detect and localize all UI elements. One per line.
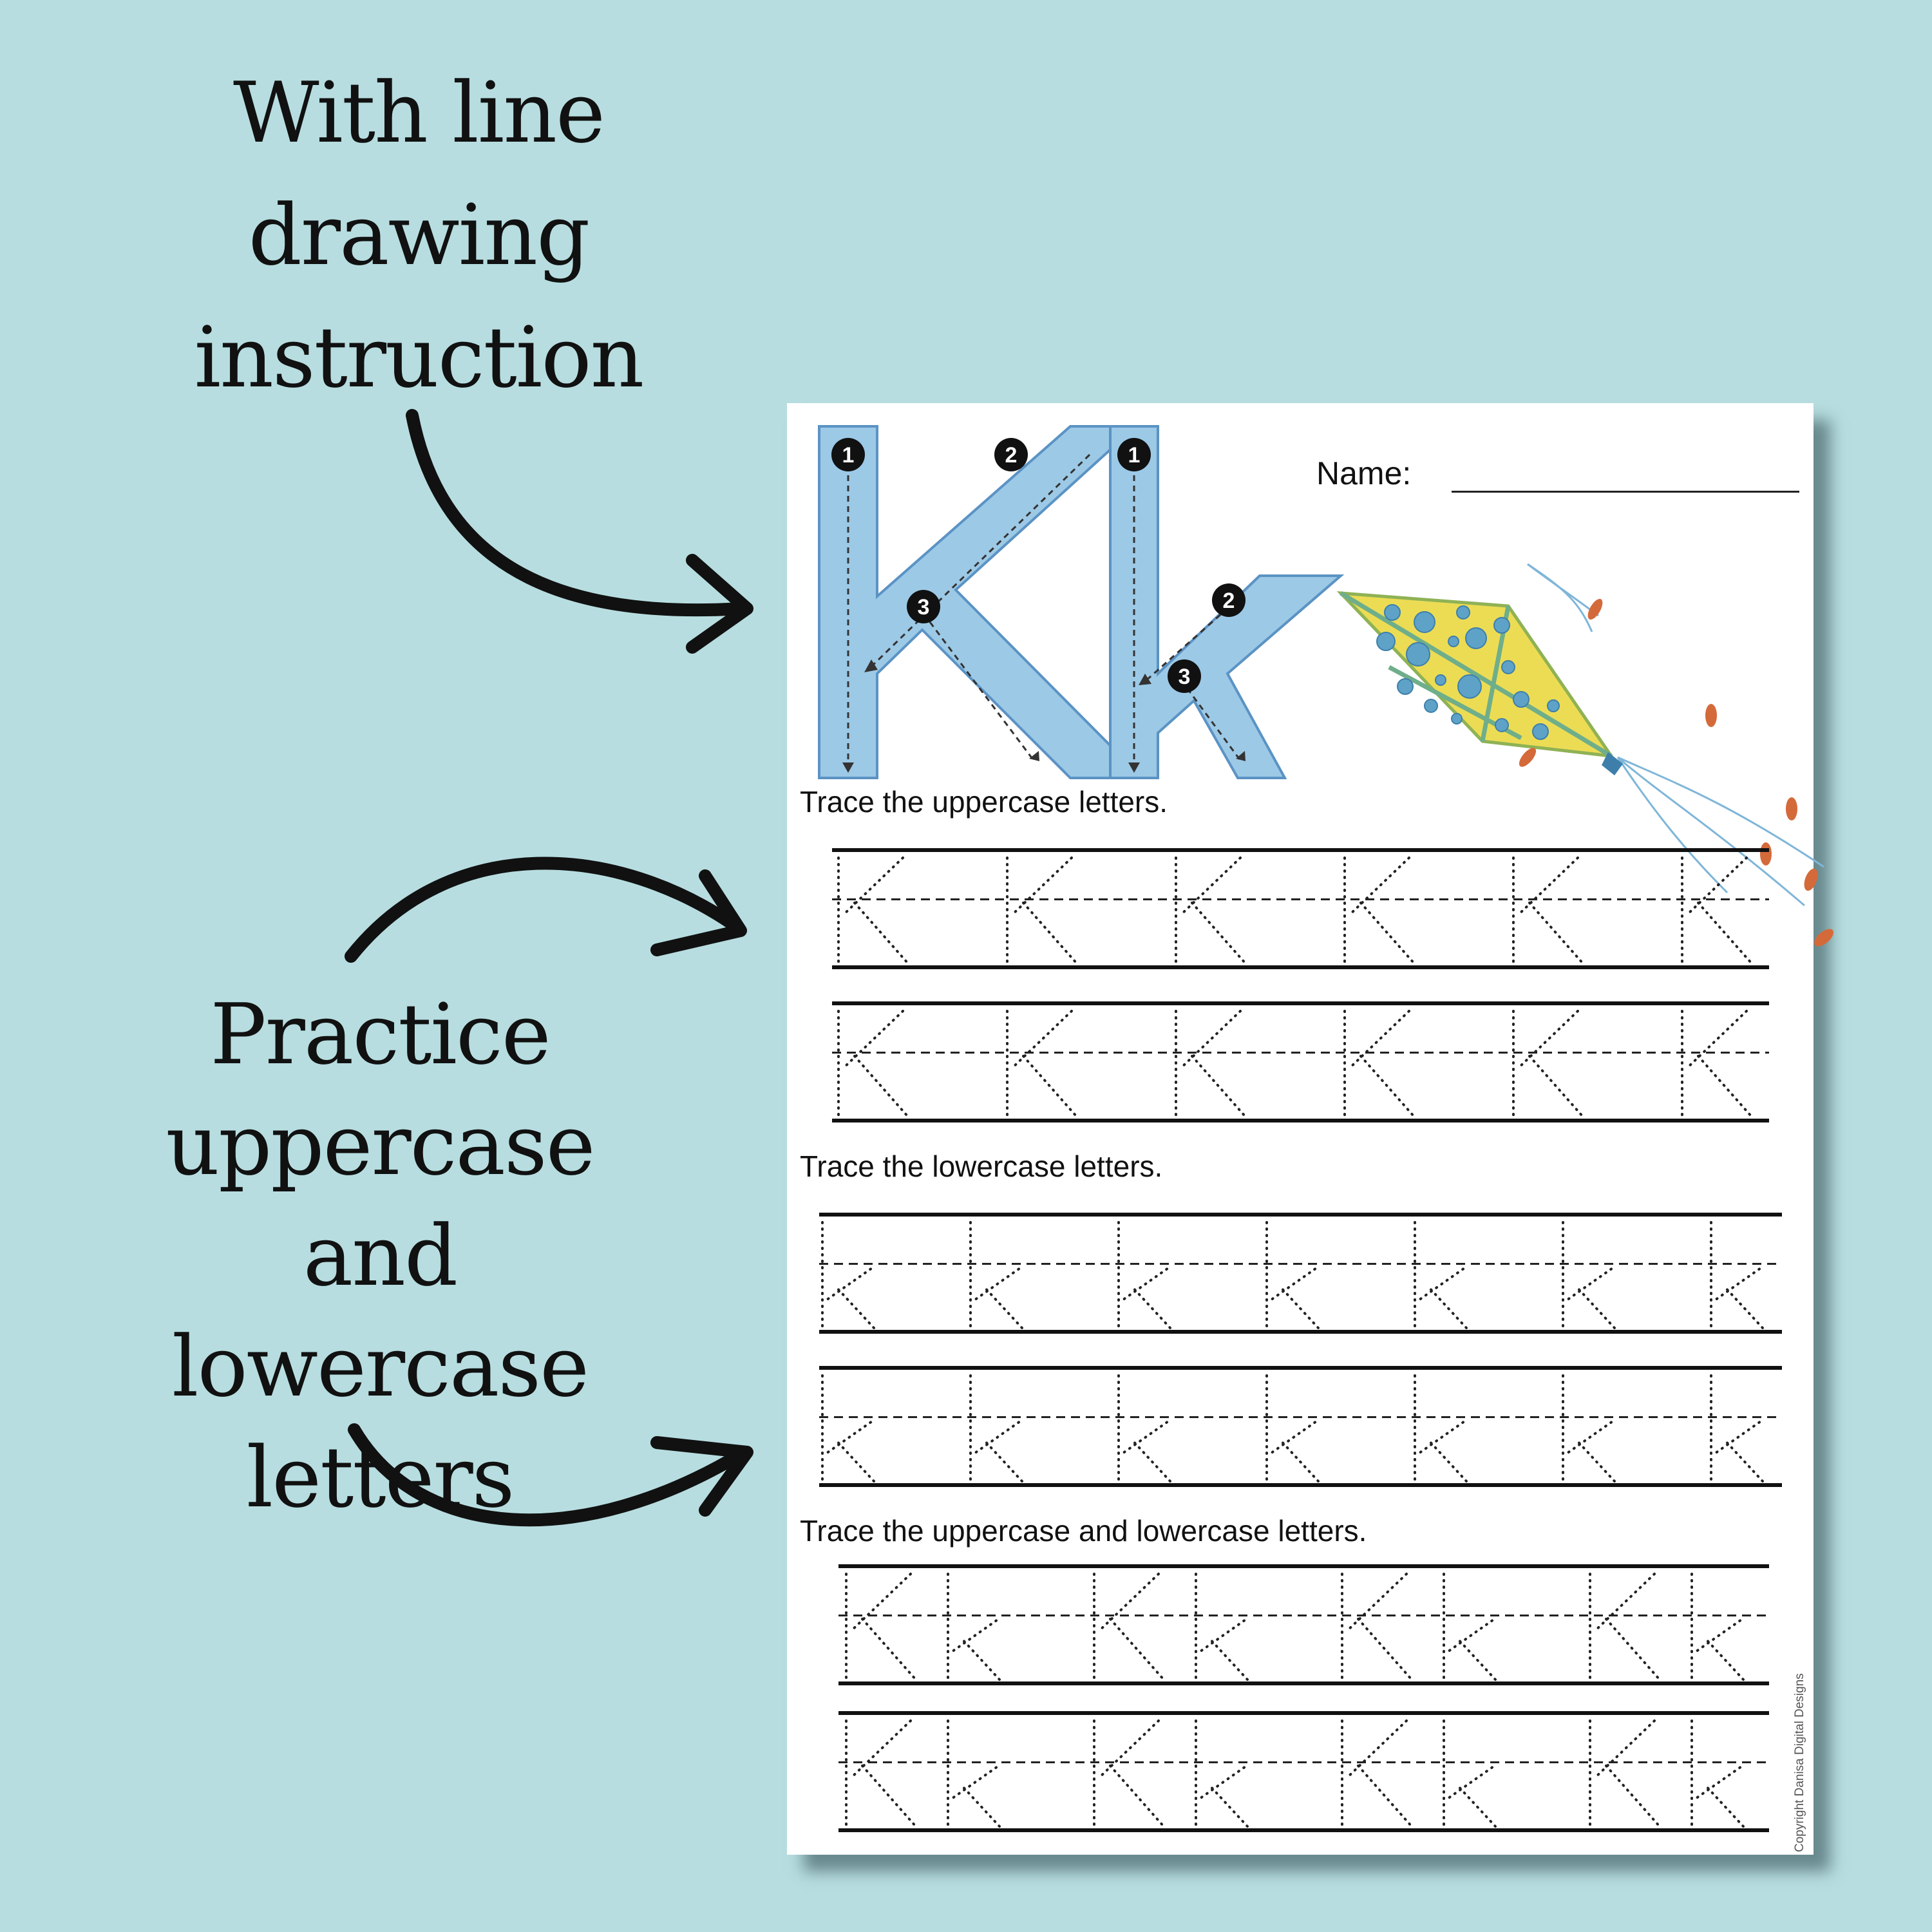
- trace-dot-stroke: [1135, 1289, 1170, 1328]
- trace-dot-stroke: [1716, 1269, 1759, 1299]
- trace-dot-stroke: [1568, 1269, 1611, 1299]
- trace-dot-stroke: [855, 1056, 908, 1117]
- trace-dot-stroke: [1449, 1767, 1492, 1797]
- stroke-number: 3: [1178, 665, 1191, 689]
- trace-dot-stroke: [1361, 1056, 1414, 1117]
- trace-dot-stroke: [1201, 1767, 1244, 1797]
- trace-dot-stroke: [844, 1011, 903, 1068]
- trace-dot-stroke: [1687, 1011, 1747, 1068]
- name-label: Name:: [1316, 455, 1412, 491]
- trace-dot-stroke: [1530, 903, 1583, 963]
- callout-line: drawing: [248, 186, 589, 284]
- trace-dot-stroke: [1708, 1641, 1743, 1680]
- curved-arrow-icon: [351, 863, 741, 956]
- trace-dot-stroke: [844, 858, 903, 914]
- trace-dot-stroke: [1420, 1269, 1463, 1299]
- trace-dot-stroke: [1716, 1422, 1759, 1452]
- trace-dot-stroke: [1530, 1056, 1583, 1117]
- curved-arrow-icon: [412, 415, 747, 647]
- trace-dot-stroke: [1727, 1443, 1763, 1481]
- trace-dot-stroke: [1579, 1289, 1615, 1328]
- trace-dot-stroke: [964, 1788, 999, 1826]
- trace-dot-stroke: [855, 903, 908, 963]
- trace-dot-stroke: [1431, 1443, 1466, 1481]
- trace-dot-stroke: [1192, 1056, 1245, 1117]
- trace-dot-stroke: [862, 1766, 916, 1826]
- trace-dot-stroke: [1350, 858, 1409, 914]
- trace-dot-stroke: [1124, 1269, 1167, 1299]
- trace-dot-stroke: [828, 1269, 871, 1299]
- stroke-number: 2: [1222, 589, 1235, 613]
- callout-line: instruction: [194, 308, 643, 406]
- trace-dot-stroke: [1449, 1620, 1492, 1651]
- trace-dot-stroke: [1023, 903, 1077, 963]
- trace-dot-stroke: [838, 1443, 874, 1481]
- trace-dot-stroke: [1192, 903, 1245, 963]
- callout-line: and lowercase: [171, 1207, 589, 1416]
- stroke-number: 2: [1005, 443, 1018, 468]
- trace-dot-stroke: [1012, 1011, 1072, 1068]
- trace-dot-stroke: [1099, 1574, 1159, 1631]
- trace-dot-stroke: [1697, 1767, 1740, 1797]
- trace-dot-stroke: [828, 1422, 871, 1452]
- trace-dot-stroke: [1283, 1289, 1318, 1328]
- trace-dot-stroke: [1595, 1574, 1654, 1631]
- trace-dot-stroke: [1181, 1011, 1240, 1068]
- trace-dot-stroke: [1431, 1289, 1466, 1328]
- trace-dot-stroke: [976, 1269, 1019, 1299]
- callout-line: uppercase: [166, 1096, 594, 1194]
- callout-line: letters: [246, 1428, 514, 1526]
- trace-dot-stroke: [1358, 1619, 1412, 1680]
- trace-dot-stroke: [976, 1422, 1019, 1452]
- trace-dot-stroke: [1350, 1011, 1409, 1068]
- trace-dot-stroke: [838, 1289, 874, 1328]
- trace-dot-stroke: [1099, 1721, 1159, 1777]
- trace-dot-stroke: [1361, 903, 1414, 963]
- trace-dot-stroke: [1272, 1269, 1315, 1299]
- callout-line: With line: [232, 64, 604, 162]
- trace-dot-stroke: [1347, 1574, 1406, 1631]
- trace-dot-stroke: [1110, 1619, 1164, 1680]
- stroke-number: 1: [1128, 443, 1141, 468]
- instruction-lowercase: Trace the lowercase letters.: [800, 1150, 1163, 1183]
- trace-dot-stroke: [1420, 1422, 1463, 1452]
- worksheet-page: [787, 403, 1814, 1855]
- trace-dot-stroke: [1698, 1056, 1752, 1117]
- trace-dot-stroke: [1012, 858, 1072, 914]
- tracing-area: [787, 403, 1814, 1855]
- trace-dot-stroke: [953, 1767, 996, 1797]
- trace-dot-stroke: [1568, 1422, 1611, 1452]
- trace-dot-stroke: [1595, 1721, 1654, 1777]
- trace-dot-stroke: [1727, 1289, 1763, 1328]
- trace-dot-stroke: [1124, 1422, 1167, 1452]
- trace-dot-stroke: [1283, 1443, 1318, 1481]
- trace-dot-stroke: [1698, 903, 1752, 963]
- trace-dot-stroke: [1519, 858, 1578, 914]
- trace-dot-stroke: [1181, 858, 1240, 914]
- trace-dot-stroke: [987, 1289, 1022, 1328]
- callout-line: Practice: [210, 985, 550, 1083]
- stroke-number: 1: [842, 443, 855, 468]
- trace-dot-stroke: [1212, 1641, 1247, 1680]
- trace-dot-stroke: [1135, 1443, 1170, 1481]
- trace-dot-stroke: [1201, 1620, 1244, 1651]
- trace-dot-stroke: [1519, 1011, 1578, 1068]
- trace-dot-stroke: [1579, 1443, 1615, 1481]
- trace-dot-stroke: [1272, 1422, 1315, 1452]
- instruction-uppercase: Trace the uppercase letters.: [800, 785, 1168, 819]
- curved-arrow-icon: [354, 1430, 747, 1520]
- trace-dot-stroke: [1460, 1641, 1495, 1680]
- trace-dot-stroke: [1606, 1766, 1660, 1826]
- instruction-mixed: Trace the uppercase and lowercase letters.: [800, 1514, 1367, 1548]
- stroke-number: 3: [917, 595, 930, 620]
- trace-dot-stroke: [1708, 1788, 1743, 1826]
- trace-dot-stroke: [1358, 1766, 1412, 1826]
- trace-dot-stroke: [1606, 1619, 1660, 1680]
- trace-dot-stroke: [851, 1574, 911, 1631]
- trace-dot-stroke: [862, 1619, 916, 1680]
- trace-dot-stroke: [1687, 858, 1747, 914]
- trace-dot-stroke: [1347, 1721, 1406, 1777]
- trace-dot-stroke: [1460, 1788, 1495, 1826]
- trace-dot-stroke: [953, 1620, 996, 1651]
- trace-dot-stroke: [964, 1641, 999, 1680]
- trace-dot-stroke: [1110, 1766, 1164, 1826]
- trace-dot-stroke: [851, 1721, 911, 1777]
- trace-dot-stroke: [1023, 1056, 1077, 1117]
- trace-dot-stroke: [987, 1443, 1022, 1481]
- copyright-credit: Copyright Danisa Digital Designs: [1793, 1673, 1806, 1852]
- trace-dot-stroke: [1697, 1620, 1740, 1651]
- trace-dot-stroke: [1212, 1788, 1247, 1826]
